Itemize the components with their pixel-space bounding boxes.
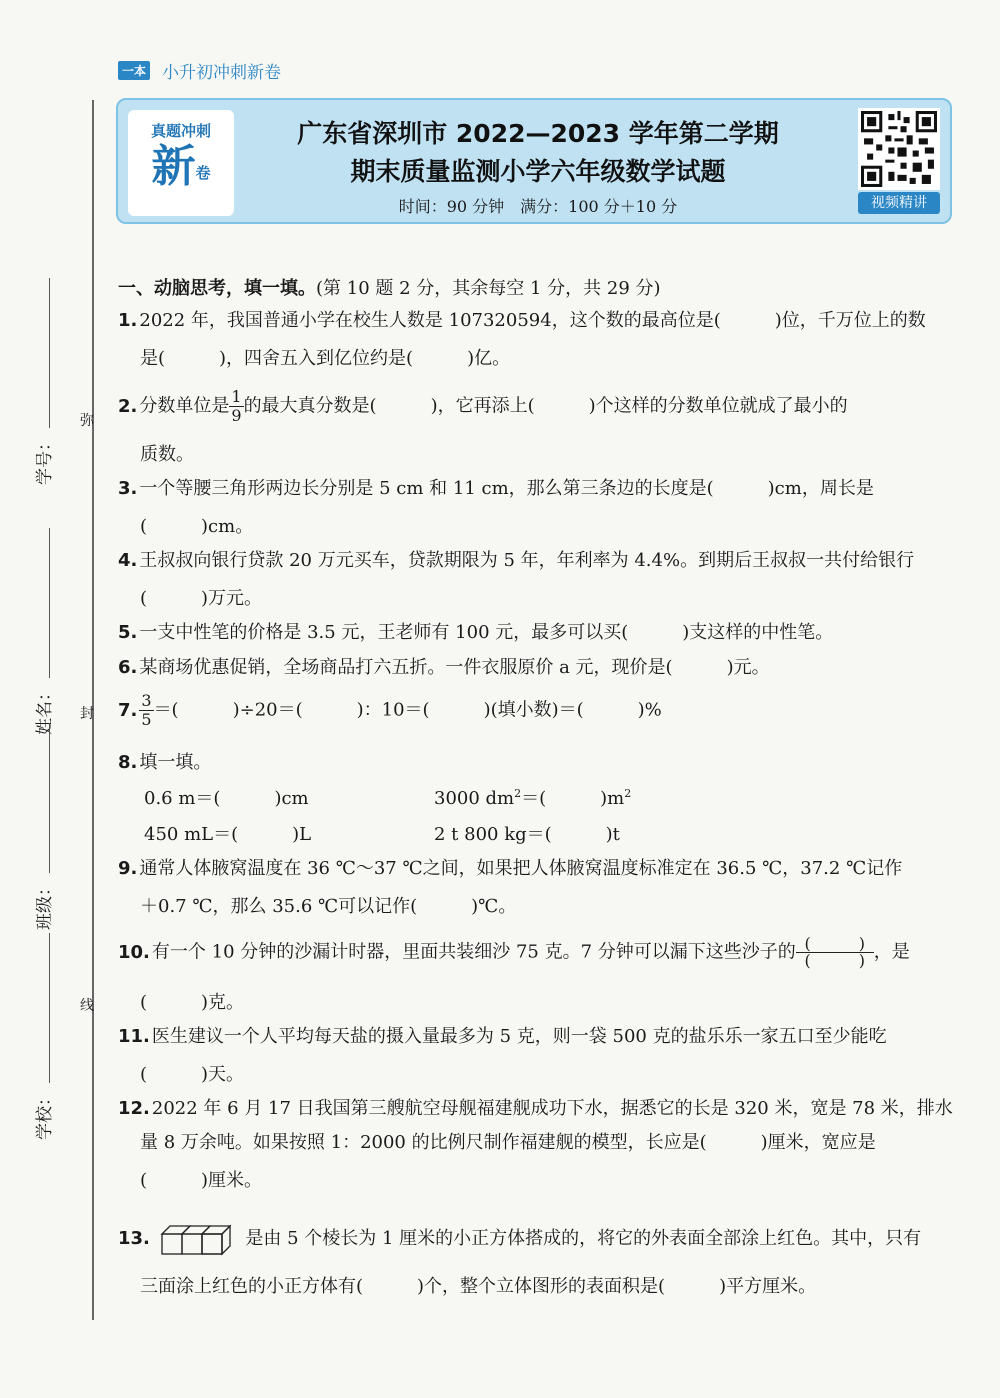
q-text: 一支中性笔的价格是 3.5 元，王老师有 100 元，最多可以买( )支这样的中性笔。 xyxy=(139,622,834,643)
q11-line1 xyxy=(118,1022,887,1048)
seal-char-3: 线 xyxy=(80,998,94,1014)
q-text: 分数单位是 xyxy=(139,395,230,417)
superscript: 2 xyxy=(624,787,632,800)
badge-small: 卷 xyxy=(195,164,211,182)
exam-title-line2: 期末质量监测小学六年级数学试题 xyxy=(350,157,726,186)
badge xyxy=(128,110,234,216)
brand-tag: 一本 xyxy=(118,61,150,80)
q-number: 10. xyxy=(118,941,150,963)
q9-line1 xyxy=(118,854,902,880)
fraction xyxy=(229,388,243,425)
q-text: ，是 xyxy=(873,941,910,963)
q-text: 2022 年 6 月 17 日我国第三艘航空母舰福建舰成功下水，据悉它的长是 320 米，宽是 78 米，排水 xyxy=(151,1098,953,1119)
qr-code-icon[interactable] xyxy=(858,108,940,190)
q8c: 450 mL＝( )L xyxy=(144,824,312,845)
fraction xyxy=(139,692,153,729)
q-number: 11. xyxy=(118,1026,150,1047)
q-text: ＝( )m xyxy=(521,788,625,809)
qr-label: 视频精讲 xyxy=(858,192,940,214)
section-title: 一、动脑思考，填一填。 xyxy=(118,278,316,299)
school-label: 学校： xyxy=(35,1089,55,1140)
q1-line2: 是( )，四舍五入到亿位约是( )亿。 xyxy=(140,348,511,369)
q-number: 1. xyxy=(118,310,138,331)
q5 xyxy=(118,618,833,644)
q-number: 6. xyxy=(118,657,138,678)
fraction-den: 9 xyxy=(231,406,242,425)
fraction-den: 5 xyxy=(141,710,152,729)
q8 xyxy=(118,748,211,774)
section-heading xyxy=(118,274,661,300)
q-text: 通常人体腋窝温度在 36 ℃～37 ℃之间，如果把人体腋窝温度标准定在 36.5 ℃，37.2 ℃记作 xyxy=(139,858,903,879)
q10-line1 xyxy=(118,936,910,969)
q4-line1 xyxy=(118,546,914,572)
q12-line2: 量 8 万余吨。如果按照 1：2000 的比例尺制作福建舰的模型，长应是( )厘米，宽应是 xyxy=(140,1132,876,1153)
q-number: 8. xyxy=(118,752,138,773)
exam-subtitle: 时间：90 分钟 满分：100 分＋10 分 xyxy=(398,197,678,216)
name-field[interactable] xyxy=(30,528,55,735)
seal-char-1: 弥 xyxy=(80,413,94,429)
blank-fraction[interactable] xyxy=(796,936,874,969)
q-text: 填一填。 xyxy=(139,752,212,773)
student-id-label: 学号： xyxy=(35,434,55,485)
q-text: 有一个 10 分钟的沙漏计时器，里面共装细沙 75 克。7 分钟可以漏下这些沙子的 xyxy=(151,941,796,963)
q4-line2: ( )万元。 xyxy=(140,588,263,609)
q-text: 一个等腰三角形两边长分别是 5 cm 和 11 cm，那么第三条边的长度是( )cm，周长是 xyxy=(139,478,874,499)
q3-line1 xyxy=(118,474,874,500)
q11-line2: ( )天。 xyxy=(140,1064,245,1085)
series-title: 小升初冲刺新卷 xyxy=(162,62,282,83)
q-text: 某商场优惠促销，全场商品打六五折。一件衣服原价 a 元，现价是( )元。 xyxy=(139,657,770,678)
school-field[interactable] xyxy=(30,933,55,1140)
q9-line2: ＋0.7 ℃，那么 35.6 ℃可以记作( )℃。 xyxy=(140,896,517,917)
badge-big: 新 xyxy=(151,141,196,192)
name-label: 姓名： xyxy=(35,684,55,735)
q-number: 4. xyxy=(118,550,138,571)
badge-top: 真题冲刺 xyxy=(150,122,211,140)
blank-fraction-top: ( ) xyxy=(804,934,866,953)
q-number: 2. xyxy=(118,395,138,417)
q1-line1 xyxy=(118,306,926,332)
q-number: 9. xyxy=(118,858,138,879)
q6 xyxy=(118,653,770,679)
fraction-num: 3 xyxy=(141,691,152,710)
fraction-num: 1 xyxy=(231,387,242,406)
q-text: 医生建议一个人平均每天盐的摄入量最多为 5 克，则一袋 500 克的盐乐乐一家五口至少能吃 xyxy=(151,1026,887,1047)
student-id-field[interactable] xyxy=(30,278,55,485)
section-note: (第 10 题 2 分，其余每空 1 分，共 29 分) xyxy=(316,278,661,299)
q-text: 3000 dm xyxy=(434,788,515,809)
q8a: 0.6 m＝( )cm xyxy=(144,788,309,809)
q8b xyxy=(434,784,631,810)
exam-header xyxy=(116,98,952,224)
q-number: 5. xyxy=(118,622,138,643)
blank-fraction-bottom: ( ) xyxy=(796,952,874,969)
q-number: 13. xyxy=(118,1228,150,1249)
q2-line1 xyxy=(118,388,848,425)
q12-line3: ( )厘米。 xyxy=(140,1170,263,1191)
q7 xyxy=(118,692,662,729)
q3-line2: ( )cm。 xyxy=(140,516,254,537)
class-field[interactable] xyxy=(30,723,55,930)
q-text: 是由 5 个棱长为 1 厘米的小正方体搭成的，将它的外表面全部涂上红色。其中，只有 xyxy=(245,1228,922,1249)
q13-line1 xyxy=(118,1220,921,1258)
q-text: 的最大真分数是( )，它再添上( )个这样的分数单位就成了最小的 xyxy=(243,395,848,417)
seal-char-2: 封 xyxy=(80,706,94,722)
q-number: 7. xyxy=(118,699,138,721)
q-text: ＝( )÷20＝( )：10＝( )(填小数)＝( )% xyxy=(153,699,662,721)
exam-title-line1: 广东省深圳市 2022—2023 学年第二学期 xyxy=(297,119,779,148)
class-label: 班级： xyxy=(35,879,55,930)
q-text: 王叔叔向银行贷款 20 万元买车，贷款期限为 5 年，年利率为 4.4%。到期后王叔叔一共付给银行 xyxy=(139,550,915,571)
superscript: 2 xyxy=(514,787,522,800)
q12-line1 xyxy=(118,1094,953,1120)
q-number: 12. xyxy=(118,1098,150,1119)
q-number: 3. xyxy=(118,478,138,499)
series-header xyxy=(118,58,281,82)
q13-line2: 三面涂上红色的小正方体有( )个，整个立体图形的表面积是( )平方厘米。 xyxy=(140,1276,817,1297)
q2-line2: 质数。 xyxy=(140,444,194,465)
q8d: 2 t 800 kg＝( )t xyxy=(434,824,620,845)
cubes-figure-icon xyxy=(160,1220,238,1258)
q10-line2: ( )克。 xyxy=(140,992,245,1013)
q-text: 2022 年，我国普通小学在校生人数是 107320594，这个数的最高位是( )位，千万位上的数 xyxy=(139,310,926,331)
